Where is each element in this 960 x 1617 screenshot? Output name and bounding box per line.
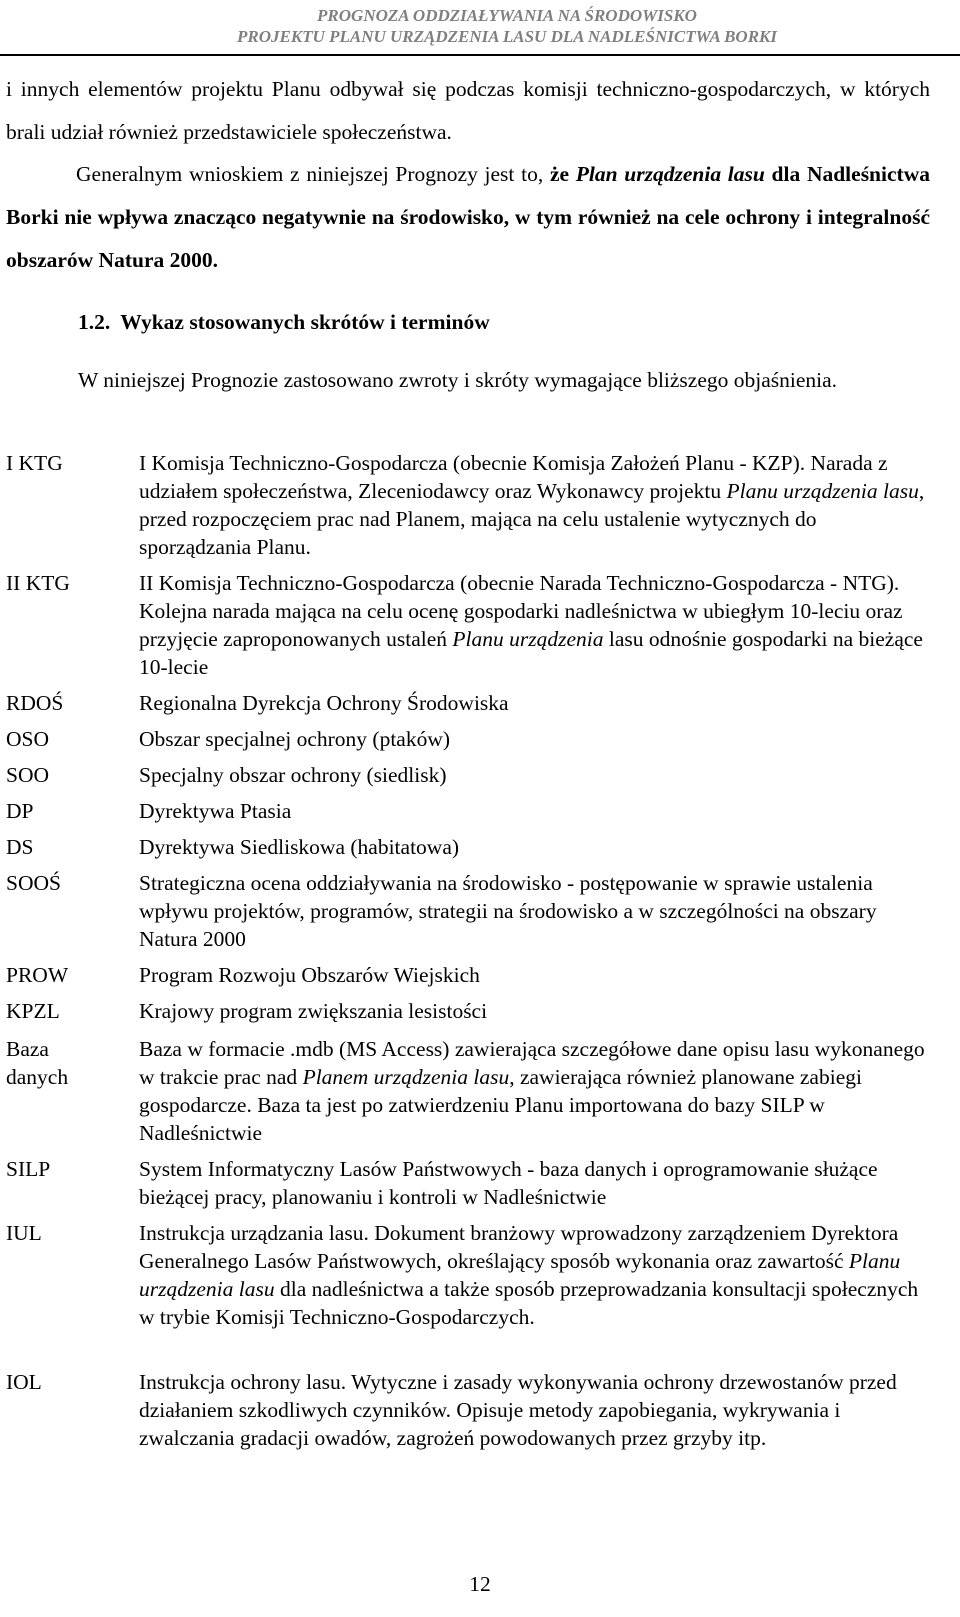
section-heading: [78, 307, 490, 337]
running-header: [237, 5, 777, 47]
term-definition: II Komisja Techniczno-Gospodarcza (obecnie Narada Techniczno-Gospodarcza - NTG). Kolejna narada mająca na celu ocenę gospodarki nadleśnictwa w ubiegłym 10-leciu oraz przyjęcie zaproponowanych ustaleń Planu urządzenia lasu odnośnie gospodarki na bieżące 10-lecie: [139, 571, 923, 679]
header-line-1: PROGNOZA ODDZIAŁYWANIA NA ŚRODOWISKO: [317, 6, 697, 25]
term-definition: I Komisja Techniczno-Gospodarcza (obecnie Komisja Założeń Planu - KZP). Narada z udziałem społeczeństwa, Zleceniodawcy oraz Wykonawcy projektu Planu urządzenia lasu, przed rozpoczęciem prac nad Planem, mająca na celu ustalenie wytycznych do sporządzania Planu.: [139, 451, 925, 559]
section-number: 1.2.: [78, 310, 111, 334]
term-definition: Baza w formacie .mdb (MS Access) zawierająca szczegółowe dane opisu lasu wykonanego w trakcie prac nad Planem urządzenia lasu, zawierająca również planowane zabiegi gospodarcze. Baza ta jest po zatwierdzeniu Planu importowana do bazy SILP w Nadleśnictwie: [139, 1037, 925, 1145]
term-abbr: I KTG: [6, 451, 63, 475]
term-abbr: IUL: [6, 1221, 42, 1245]
term-abbr: SOOŚ: [6, 871, 61, 895]
term-definition: Program Rozwoju Obszarów Wiejskich: [139, 963, 480, 987]
page-number: 12: [469, 1572, 491, 1596]
term-definition: Instrukcja ochrony lasu. Wytyczne i zasady wykonywania ochrony drzewostanów przed działaniem szkodliwych czynników. Opisuje metody zapobiegania, wykrywania i zwalczania gradacji owadów, zagrożeń powodowanych przez grzyby itp.: [139, 1370, 897, 1450]
term-definition: Obszar specjalnej ochrony (ptaków): [139, 727, 451, 751]
term-abbr: SOO: [6, 763, 50, 787]
term-definition: Dyrektywa Ptasia: [139, 799, 292, 823]
section-intro: W niniejszej Prognozie zastosowano zwroty i skróty wymagające bliższego objaśnienia.: [78, 368, 838, 392]
term-abbr: IOL: [6, 1370, 42, 1394]
term-abbr: DP: [6, 799, 34, 823]
term-definition: Strategiczna ocena oddziaływania na środowisko - postępowanie w sprawie ustalenia wpływu projektów, programów, strategii na środowisko a w szczególności na obszary Natura 2000: [139, 871, 877, 951]
term-abbr: SILP: [6, 1157, 51, 1181]
conclusion-text-1: Generalnym wnioskiem z niniejszej Prognozy jest to,: [76, 162, 550, 186]
conclusion-plan-title: Plan urządzenia lasu: [575, 162, 765, 186]
conclusion-paragraph: [6, 153, 930, 282]
term-abbr: DS: [6, 835, 34, 859]
term-abbr: OSO: [6, 727, 50, 751]
intro-paragraph: i innych elementów projektu Planu odbywał się podczas komisji techniczno-gospodarczych, w których brali udział również przedstawiciele społeczeństwa.: [6, 77, 930, 144]
term-definition: System Informatyczny Lasów Państwowych - baza danych i oprogramowanie służące bieżącej pracy, planowaniu i kontroli w Nadleśnictwie: [139, 1157, 878, 1209]
header-rule: [0, 54, 960, 56]
term-definition: Regionalna Dyrekcja Ochrony Środowiska: [139, 691, 509, 715]
term-abbr: II KTG: [6, 571, 70, 595]
term-abbr: KPZL: [6, 999, 60, 1023]
term-definition: Specjalny obszar ochrony (siedlisk): [139, 763, 447, 787]
term-definition: Krajowy program zwiększania lesistości: [139, 999, 488, 1023]
term-definition: Instrukcja urządzania lasu. Dokument branżowy wprowadzony zarządzeniem Dyrektora Generalnego Lasów Państwowych, określający sposób wykonania oraz zawartość Planu urządzenia lasu dla nadleśnictwa a także sposób przeprowadzania konsultacji społecznych w trybie Komisji Techniczno-Gospodarczych.: [139, 1221, 919, 1329]
conclusion-text-2: że: [549, 162, 576, 186]
header-line-2: PROJEKTU PLANU URZĄDZENIA LASU DLA NADLEŚNICTWA BORKI: [237, 27, 777, 46]
term-abbr: RDOŚ: [6, 691, 64, 715]
term-abbr: PROW: [6, 963, 69, 987]
conclusion-text-4: dla Nadleśnictwa Borki nie wpływa znacząco negatywnie na środowisko, w tym również na cele ochrony i integralność obszarów Natura 2000.: [6, 162, 930, 272]
term-abbr: Baza danych: [6, 1037, 69, 1089]
section-title: Wykaz stosowanych skrótów i terminów: [120, 310, 490, 334]
term-definition: Dyrektywa Siedliskowa (habitatowa): [139, 835, 460, 859]
